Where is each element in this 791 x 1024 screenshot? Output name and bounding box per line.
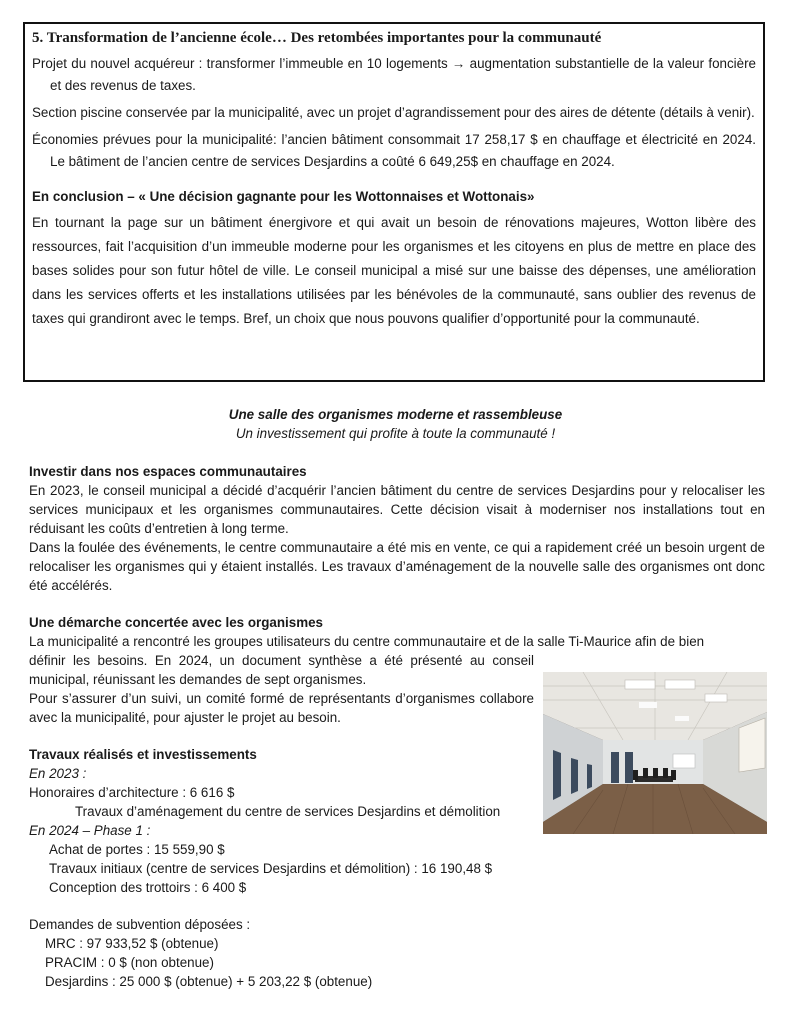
grants-heading: Demandes de subvention déposées : — [29, 917, 251, 932]
section-5-title: 5. Transformation de l’ancienne école… Des retombées importantes pour la communauté — [32, 30, 602, 46]
point-new-owner: Projet du nouvel acquéreur : transformer l’immeuble en 10 logements → augmentation substantielle de la valeur foncière et des revenus de taxes. — [32, 56, 756, 93]
section-heading-works: Travaux réalisés et investissements — [29, 747, 257, 762]
paragraph-committee: Pour s’assurer d’un suivi, un comité formé de représentants d’organismes collabore avec la municipalité, pour ajuster le projet au besoin. — [29, 691, 534, 725]
year-2023-label: En 2023 : — [29, 766, 87, 781]
grant-desjardins: Desjardins : 25 000 $ (obtenue) + 5 203,22 $ (obtenue) — [45, 974, 373, 989]
article-subtitle: Un investissement qui profite à toute la communauté ! — [235, 426, 556, 441]
paragraph-acquisition: En 2023, le conseil municipal a décidé d’acquérir l’ancien bâtiment du centre de services Desjardins pour y relocaliser les services municipaux et les organismes communautaires. Cette décision visait à moderniser nos installations tout en réduisant les coûts d’entretien à long terme. — [29, 483, 765, 536]
conclusion-heading: En conclusion – « Une décision gagnante pour les Wottonnaises et Wottonais» — [32, 189, 535, 204]
cost-architecture: Honoraires d’architecture : 6 616 $ — [29, 785, 235, 800]
cost-doors: Achat de portes : 15 559,90 $ — [49, 842, 225, 857]
year-2024-label: En 2024 – Phase 1 : — [29, 823, 151, 838]
grant-pracim: PRACIM : 0 $ (non obtenue) — [45, 955, 214, 970]
point-savings: Économies prévues pour la municipalité: l’ancien bâtiment consommait 17 258,17 $ en chauffage et électricité en 2024. Le bâtiment de l’ancien centre de services Desjardins a coûté 6 649,25$ en chauffage en 2024. — [32, 132, 756, 169]
summary-box — [23, 22, 765, 382]
room-photo — [543, 672, 767, 834]
paragraph-meeting-rest: définir les besoins. En 2024, un document synthèse a été présenté au conseil municipal, réunissant les demandes de sept organismes. — [29, 653, 534, 687]
article-title: Une salle des organismes moderne et rassembleuse — [228, 407, 563, 422]
conclusion-text: En tournant la page sur un bâtiment énergivore et qui avait un besoin de rénovations majeures, Wotton libère des ressources, fait l’acquisition d’un immeuble moderne pour les organismes et les citoyens en plus de mettre en place des bases solides pour son futur hôtel de ville. Le conseil municipal a misé sur une baisse des dépenses, une amélioration dans les services offerts et les installations utilisées par les bénévoles de la communauté, sans oublier des revenus de taxes qui grandiront avec le temps. Bref, un choix que nous pouvons qualifier d’opportunité pour la communauté. — [32, 215, 756, 326]
grant-mrc: MRC : 97 933,52 $ (obtenue) — [45, 936, 219, 951]
paragraph-meeting-line: La municipalité a rencontré les groupes utilisateurs du centre communautaire et de la salle Ti-Maurice afin de bien — [29, 634, 705, 649]
section-heading-concertation: Une démarche concertée avec les organismes — [29, 615, 323, 630]
works-description: Travaux d’aménagement du centre de services Desjardins et démolition — [75, 804, 501, 819]
point-pool-section: Section piscine conservée par la municipalité, avec un projet d’agrandissement pour des aires de détente (détails à venir). — [32, 105, 755, 120]
cost-initial-works: Travaux initiaux (centre de services Desjardins et démolition) : 16 190,48 $ — [49, 861, 493, 876]
paragraph-relocation: Dans la foulée des événements, le centre communautaire a été mis en vente, ce qui a rapidement créé un besoin urgent de relocaliser les organismes qui y étaient installés. Les travaux d’aménagement de la nouvelle salle des organismes ont donc été accélérés. — [29, 540, 765, 593]
section-heading-invest: Investir dans nos espaces communautaires — [29, 464, 307, 479]
cost-sidewalks: Conception des trottoirs : 6 400 $ — [49, 880, 247, 895]
